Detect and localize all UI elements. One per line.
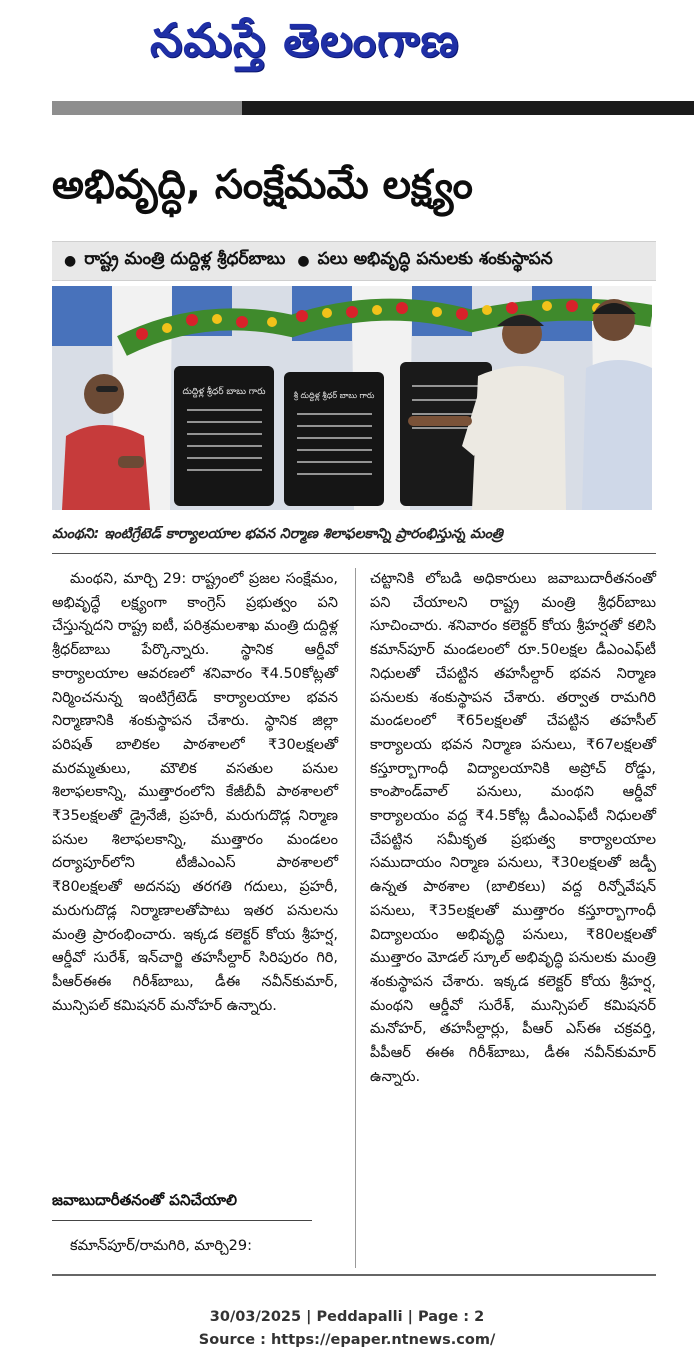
photo-caption: మంథని: ఇంటిగ్రేటెడ్ కార్యాలయాల భవన నిర్మాణ శిలాఫలకాన్ని ప్రారంభిస్తున్న మంత్రి — [52, 526, 503, 542]
page-footer — [0, 1306, 694, 1352]
subheadline-bar — [52, 241, 656, 281]
article-bottom-rule — [52, 1274, 656, 1276]
section-subhead: జవాబుదారీతనంతో పనిచేయాలి — [52, 1191, 237, 1209]
article-headline: అభివృద్ధి, సంక్షేమమే లక్ష్యం — [52, 162, 473, 208]
masthead-rule-grey — [52, 101, 242, 115]
masthead — [0, 0, 694, 80]
masthead-rule-black — [242, 101, 694, 115]
plaque-right-text: శ్రీ దుద్దిళ్ల శ్రీధర్ బాబు గారు — [293, 391, 375, 400]
column-divider — [355, 568, 356, 1268]
newspaper-logo: నమస్తే తెలంగాణ — [150, 13, 460, 67]
bullet-icon: ● — [64, 253, 77, 269]
dateline: కమాన్‌పూర్/రామగిరి, మార్చి29: — [70, 1238, 252, 1254]
bullet-icon: ● — [297, 253, 310, 269]
subheadline-2: పలు అభివృద్ధి పనులకు శంకుస్థాపన — [317, 249, 553, 269]
caption-divider — [52, 553, 656, 554]
subheadline-1: రాష్ట్ర మంత్రి దుద్దిళ్ల శ్రీధర్‌బాబు — [84, 249, 286, 269]
article-photo — [52, 286, 652, 510]
footer-source-link[interactable]: Source : https://epaper.ntnews.com/ — [198, 1332, 496, 1348]
plaque-left-text: దుద్దిళ్ల శ్రీధర్ బాబు గారు — [182, 387, 266, 397]
article-column-left — [52, 568, 338, 1018]
article-body-left: మంథని, మార్చి 29: రాష్ట్రంలో ప్రజల సంక్షేమం, అభివృద్ధే లక్ష్యంగా కాంగ్రెస్ ప్రభుత్వం పని చేస్తున్నదని రాష్ట్ర ఐటీ, పరిశ్రమలశాఖ మంత్రి దుద్దిళ్ల శ్రీధర్‌బాబు పేర్కొన్నారు. స్థానిక ఆర్డీవో కార్యాలయాల ఆవరణలో శనివారం ₹4.50కోట్లతో నిర్మించనున్న ఇంటిగ్రేటెడ్ కార్యాలయాల భవన నిర్మాణానికి శంకుస్థాపన చేశారు. స్థానిక జిల్లా పరిషత్ బాలికల పాఠశాలలో ₹30లక్షలతో మరమ్మతులు, మౌలిక వసతుల పనుల శిలాఫలకాన్ని, ముత్తారంలోని కేజీబీవీ పాఠశాలలో ₹35లక్షలతో డ్రైనేజీ, ప్రహరీ, మరుగుదొడ్ల నిర్మాణ పనుల శిలాఫలకాన్ని, ముత్తారం మండలం దర్యాపూర్‌లోని టీజీఎంఎస్ పాఠశాలలో ₹80లక్షలతో అదనపు తరగతి గదులు, ప్రహరీ, మరుగుదొడ్ల నిర్మాణాలతోపాటు ఇతర పనులను మంత్రి ప్రారంభించారు. ఇక్కడ కలెక్టర్ కోయ శ్రీహర్ష, ఆర్డీవో సురేశ్, ఇన్‌చార్జి తహసీల్దార్ సిరిపురం గిరి, పీఆర్‌ఈఈ గిరీశ్‌బాబు, డీఈ నవీన్‌కుమార్, మున్సిపల్ కమిషనర్ మనోహర్ ఉన్నారు. — [52, 571, 338, 1014]
footer-date-edition: 30/03/2025 | Peddapalli | Page : 2 — [209, 1309, 485, 1325]
subhead-divider — [52, 1220, 312, 1221]
article-column-right — [370, 568, 656, 1089]
article-body-right: చట్టానికి లోబడి అధికారులు జవాబుదారీతనంతో పని చేయాలని రాష్ట్ర మంత్రి శ్రీధర్‌బాబు సూచించారు. శనివారం కలెక్టర్ కోయ శ్రీహర్షతో కలిసి కమాన్‌పూర్ మండలంలో రూ.50లక్షల డీఎంఎఫ్‌టీ నిధులతో చేపట్టిన తహసీల్దార్ భవన నిర్మాణ పనులకు శంకుస్థాపన చేశారు. తర్వాత రామగిరి మండలంలో ₹65లక్షలతో చేపట్టిన తహసీల్ కార్యాలయ భవన నిర్మాణ పనులు, ₹67లక్షలతో కస్తూర్బాగాంధీ విద్యాలయానికి అప్రోచ్ రోడ్డు, కాంపౌండ్‌వాల్ పనులు, మంథని ఆర్డీవో కార్యాలయం వద్ద ₹4.5కోట్ల డీఎంఎఫ్‌టీ నిధులతో చేపట్టిన సమీకృత ప్రభుత్వ కార్యాలయాల సముదాయం నిర్మాణ పనులు, ₹30లక్షలతో జడ్పీ ఉన్నత పాఠశాల (బాలికలు) వద్ద రిన్నోవేషన్ పనులు, ₹35లక్షలతో ముత్తారం కస్తూర్బాగాంధీ విద్యాలయం అభివృద్ధి పనులు, ₹80లక్షలతో ముత్తారం మోడల్ స్కూల్ అభివృద్ధి పనులకు మంత్రి శంకుస్థాపన చేశారు. ఇక్కడ కలెక్టర్ కోయ శ్రీహర్ష, మంథని ఆర్డీవో సురేశ్, మున్సిపల్ కమిషనర్ మనోహర్, తహసీల్దార్లు, పీఆర్ ఎస్‌ఈ చక్రవర్తి, పీపీఆర్ ఈఈ గిరీశ్‌బాబు, డీఈ నవీన్‌కుమార్ ఉన్నారు. — [370, 571, 656, 1085]
